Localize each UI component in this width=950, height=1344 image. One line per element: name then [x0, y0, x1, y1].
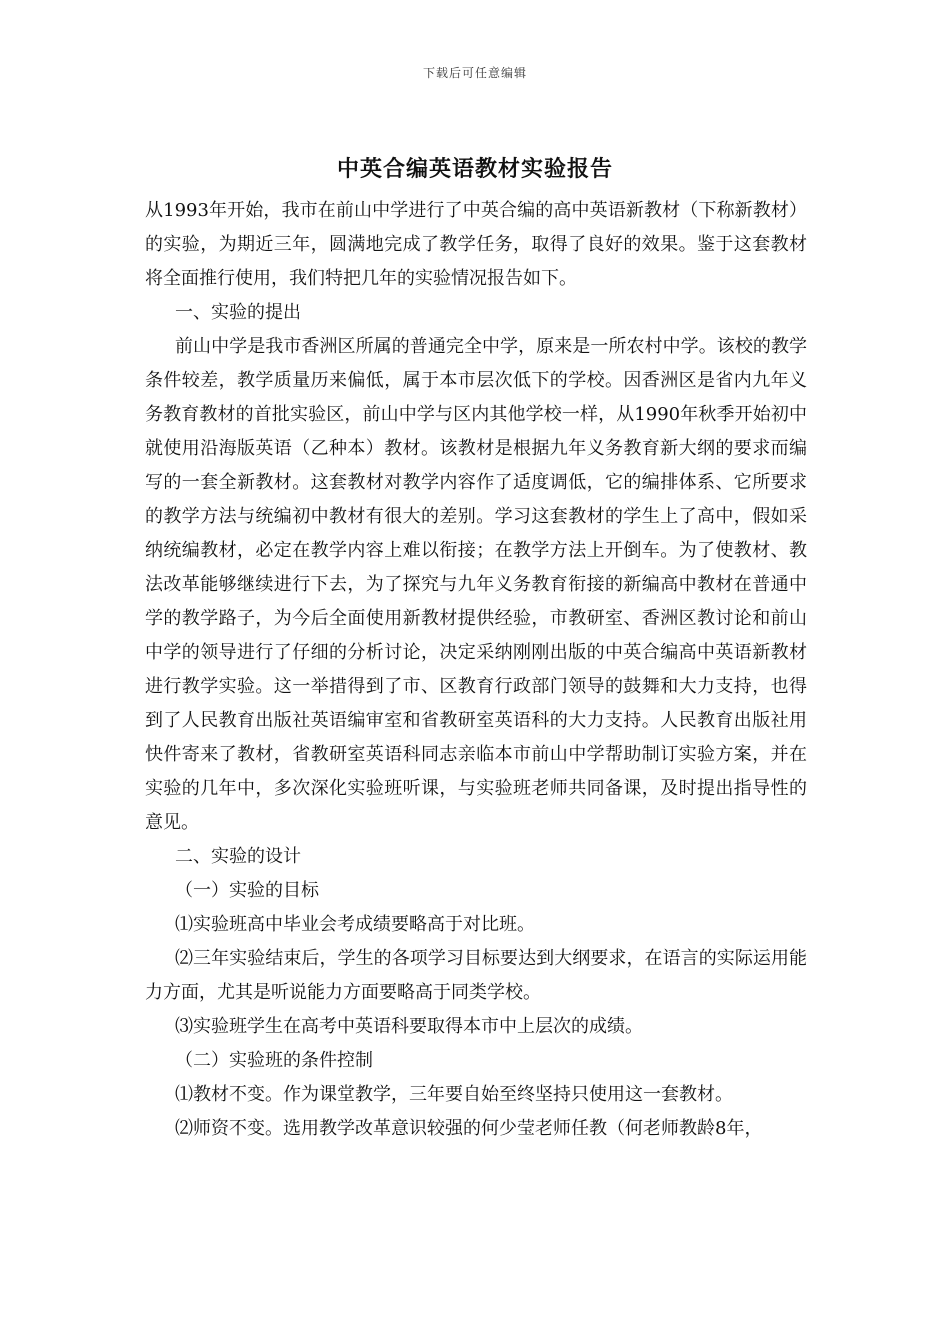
goal-item-1: ⑴实验班高中毕业会考成绩要略高于对比班。	[175, 914, 535, 935]
header-note: 下载后可任意编辑	[422, 66, 527, 80]
document-title: 中英合编英语教材实验报告	[336, 156, 613, 182]
paragraph-intro: 从1993年开始，我市在前山中学进行了中英合编的高中英语新教材（下称新教材）的实验，为期近三年，圆满地完成了教学任务，取得了良好的效果。鉴于这套教材将全面推行使用，我们特把几年的实验情况报告如下。	[145, 200, 807, 289]
section-heading-1: 一、实验的提出	[175, 302, 301, 323]
document-body	[145, 194, 807, 1146]
subsection-heading-goals: （一）实验的目标	[175, 880, 319, 901]
condition-item-1: ⑴教材不变。作为课堂教学，三年要自始至终坚持只使用这一套教材。	[175, 1084, 733, 1105]
goal-item-3: ⑶实验班学生在高考中英语科要取得本市中上层次的成绩。	[175, 1016, 643, 1037]
goal-item-2: ⑵三年实验结束后，学生的各项学习目标要达到大纲要求，在语言的实际运用能力方面，尤其是听说能力方面要略高于同类学校。	[145, 948, 807, 1003]
condition-item-2: ⑵师资不变。选用教学改革意识较强的何少莹老师任教（何老师教龄8年，	[175, 1118, 763, 1139]
paragraph-background: 前山中学是我市香洲区所属的普通完全中学，原来是一所农村中学。该校的教学条件较差，教学质量历来偏低，属于本市层次低下的学校。因香洲区是省内九年义务教育教材的首批实验区，前山中学与区内其他学校一样，从1990年秋季开始初中就使用沿海版英语（乙种本）教材。该教材是根据九年义务教育新大纲的要求而编写的一套全新教材。这套教材对教学内容作了适度调低，它的编排体系、它所要求的教学方法与统编初中教材有很大的差别。学习这套教材的学生上了高中，假如采纳统编教材，必定在教学内容上难以衔接；在教学方法上开倒车。为了使教材、教法改革能够继续进行下去，为了探究与九年义务教育衔接的新编高中教材在普通中学的教学路子，为今后全面使用新教材提供经验，市教研室、香洲区教讨论和前山中学的领导进行了仔细的分析讨论，决定采纳刚刚出版的中英合编高中英语新教材进行教学实验。这一举措得到了市、区教育行政部门领导的鼓舞和大力支持，也得到了人民教育出版社英语编审室和省教研室英语科的大力支持。人民教育出版社用快件寄来了教材，省教研室英语科同志亲临本市前山中学帮助制订实验方案，并在实验的几年中，多次深化实验班听课，与实验班老师共同备课，及时提出指导性的意见。	[145, 336, 807, 833]
subsection-heading-conditions: （二）实验班的条件控制	[175, 1050, 373, 1071]
section-heading-2: 二、实验的设计	[175, 846, 301, 867]
